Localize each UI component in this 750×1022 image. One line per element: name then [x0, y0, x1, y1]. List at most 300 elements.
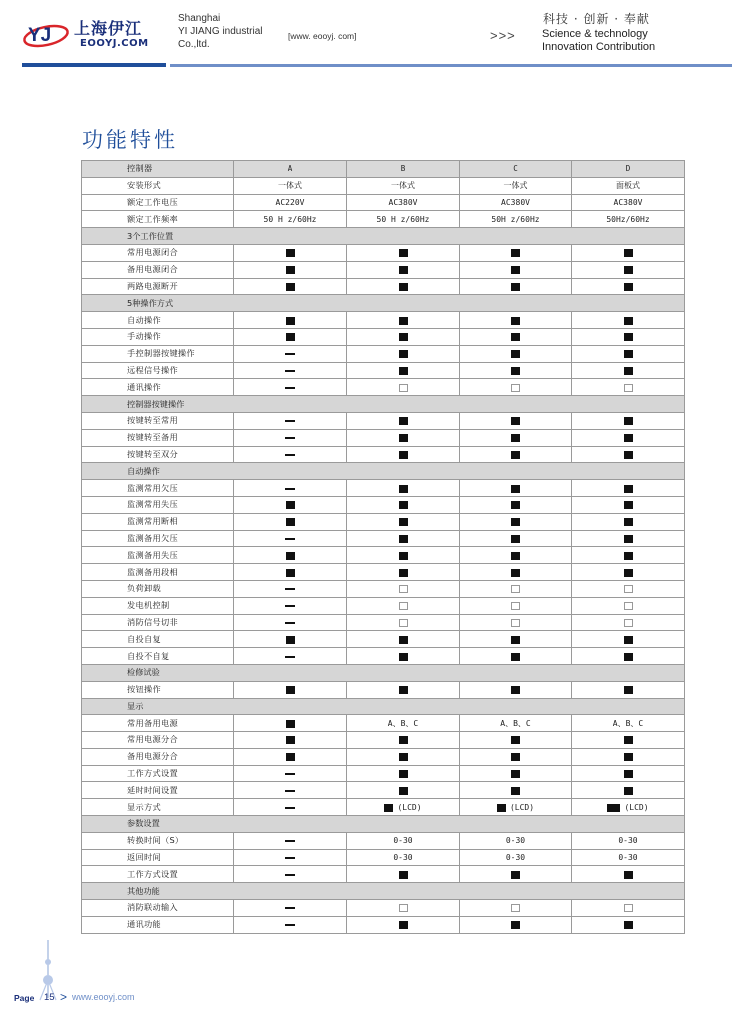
table-cell	[234, 732, 347, 749]
row-label: 发电机控制	[82, 597, 234, 614]
table-row	[82, 614, 685, 631]
table-cell	[460, 748, 572, 765]
group-label: 自动操作	[82, 463, 685, 480]
table-cell	[572, 580, 685, 597]
filled-square-icon	[511, 367, 520, 375]
dash-icon	[285, 454, 295, 456]
table-cell	[347, 648, 460, 665]
group-label: 3个工作位置	[82, 228, 685, 245]
filled-square-icon	[286, 753, 295, 761]
header-arrows: >>>	[490, 28, 516, 43]
table-cell	[347, 782, 460, 799]
table-cell	[572, 194, 685, 211]
table-cell	[234, 480, 347, 497]
filled-square-icon	[399, 535, 408, 543]
table-cell	[347, 765, 460, 782]
filled-square-icon	[624, 283, 633, 291]
cell-text: (LCD)	[397, 802, 422, 812]
table-cell	[572, 648, 685, 665]
filled-square-icon	[511, 569, 520, 577]
row-label: 安装形式	[82, 177, 234, 194]
table-row	[82, 446, 685, 463]
cell-text: 0-30	[393, 836, 413, 846]
filled-square-icon	[399, 501, 408, 509]
dash-icon	[285, 353, 295, 355]
table-cell	[572, 312, 685, 329]
filled-square-icon	[624, 451, 633, 459]
filled-square-icon	[511, 485, 520, 493]
open-square-icon	[511, 904, 520, 912]
filled-square-icon	[399, 569, 408, 577]
table-cell	[572, 748, 685, 765]
header-website: [www. eooyj. com]	[288, 31, 357, 41]
table-cell	[234, 530, 347, 547]
table-cell	[460, 832, 572, 849]
dash-icon	[285, 437, 295, 439]
filled-square-icon	[624, 485, 633, 493]
table-cell	[234, 177, 347, 194]
row-label: 两路电源断开	[82, 278, 234, 295]
filled-square-icon	[399, 249, 408, 257]
filled-square-icon	[286, 317, 295, 325]
table-cell	[234, 261, 347, 278]
filled-square-icon	[399, 921, 408, 929]
dash-icon	[285, 840, 295, 842]
table-cell	[460, 547, 572, 564]
filled-square-icon	[607, 804, 620, 812]
cell-text: 一体式	[278, 181, 302, 191]
open-square-icon	[624, 619, 633, 627]
filled-square-icon	[511, 266, 520, 274]
filled-square-icon	[511, 434, 520, 442]
dash-icon	[285, 807, 295, 809]
row-label: 额定工作电压	[82, 194, 234, 211]
table-cell	[347, 530, 460, 547]
table-cell	[234, 681, 347, 698]
table-row	[82, 496, 685, 513]
table-cell	[460, 732, 572, 749]
header-cell-controller: 控制器	[82, 161, 234, 178]
table-cell	[460, 782, 572, 799]
table-cell	[234, 866, 347, 883]
table-cell	[347, 261, 460, 278]
table-cell	[234, 513, 347, 530]
filled-square-icon	[286, 518, 295, 526]
open-square-icon	[624, 384, 633, 392]
table-row	[82, 312, 685, 329]
table-cell	[347, 278, 460, 295]
dash-icon	[285, 605, 295, 607]
open-square-icon	[399, 619, 408, 627]
table-cell	[460, 177, 572, 194]
filled-square-icon	[399, 451, 408, 459]
open-square-icon	[399, 904, 408, 912]
company-line-2: YI JIANG industrial	[178, 26, 263, 37]
table-cell	[572, 480, 685, 497]
company-line-1: Shanghai	[178, 13, 221, 24]
row-label: 工作方式设置	[82, 866, 234, 883]
dash-icon	[285, 387, 295, 389]
table-cell	[347, 900, 460, 917]
table-cell	[347, 480, 460, 497]
table-row	[82, 211, 685, 228]
table-row	[82, 194, 685, 211]
filled-square-icon	[511, 535, 520, 543]
table-row	[82, 328, 685, 345]
table-row	[82, 732, 685, 749]
table-cell	[347, 748, 460, 765]
group-label: 检修试验	[82, 664, 685, 681]
table-cell	[572, 379, 685, 396]
table-cell	[572, 782, 685, 799]
table-cell	[572, 900, 685, 917]
table-row	[82, 866, 685, 883]
open-square-icon	[399, 384, 408, 392]
table-cell	[347, 715, 460, 732]
footer-website-link[interactable]: www.eooyj.com	[72, 992, 135, 1002]
table-cell	[572, 362, 685, 379]
table-cell	[460, 412, 572, 429]
dash-icon	[285, 420, 295, 422]
table-group-row	[82, 463, 685, 480]
filled-square-icon	[511, 753, 520, 761]
table-cell	[234, 715, 347, 732]
table-cell	[460, 564, 572, 581]
row-label: 额定工作频率	[82, 211, 234, 228]
table-cell	[460, 429, 572, 446]
table-cell	[234, 748, 347, 765]
table-row	[82, 799, 685, 816]
group-label: 其他功能	[82, 883, 685, 900]
table-cell	[347, 379, 460, 396]
table-cell	[234, 345, 347, 362]
dash-icon	[285, 924, 295, 926]
table-cell	[347, 866, 460, 883]
dash-icon	[285, 907, 295, 909]
dash-icon	[285, 622, 295, 624]
table-cell	[460, 580, 572, 597]
row-label: 显示方式	[82, 799, 234, 816]
table-row	[82, 412, 685, 429]
filled-square-icon	[624, 417, 633, 425]
table-cell	[572, 177, 685, 194]
open-square-icon	[511, 619, 520, 627]
cell-text: AC380V	[388, 197, 418, 207]
filled-square-icon	[286, 249, 295, 257]
table-cell	[572, 799, 685, 816]
table-cell	[460, 614, 572, 631]
table-group-row	[82, 816, 685, 833]
table-cell	[234, 765, 347, 782]
table-cell	[572, 732, 685, 749]
row-label: 监测常用断相	[82, 513, 234, 530]
table-row	[82, 345, 685, 362]
table-cell	[347, 446, 460, 463]
table-cell	[460, 681, 572, 698]
table-cell	[460, 631, 572, 648]
filled-square-icon	[286, 686, 295, 694]
table-row	[82, 429, 685, 446]
table-row	[82, 513, 685, 530]
filled-square-icon	[511, 283, 520, 291]
table-cell	[234, 328, 347, 345]
dash-icon	[285, 857, 295, 859]
page-number: 15	[44, 992, 55, 1003]
filled-square-icon	[286, 720, 295, 728]
table-cell	[572, 832, 685, 849]
table-row	[82, 261, 685, 278]
dash-icon	[285, 874, 295, 876]
cell-text: A、B、C	[387, 718, 419, 728]
filled-square-icon	[399, 736, 408, 744]
filled-square-icon	[624, 535, 633, 543]
filled-square-icon	[624, 569, 633, 577]
table-cell	[234, 631, 347, 648]
table-group-row	[82, 295, 685, 312]
table-cell	[347, 849, 460, 866]
table-group-row	[82, 396, 685, 413]
dash-icon	[285, 656, 295, 658]
filled-square-icon	[511, 249, 520, 257]
filled-square-icon	[286, 283, 295, 291]
row-label: 按钮操作	[82, 681, 234, 698]
table-cell	[347, 429, 460, 446]
table-cell	[347, 916, 460, 933]
table-cell	[234, 648, 347, 665]
filled-square-icon	[497, 804, 506, 812]
table-row	[82, 849, 685, 866]
svg-text:YJ: YJ	[28, 25, 52, 46]
filled-square-icon	[511, 787, 520, 795]
table-cell	[572, 631, 685, 648]
open-square-icon	[624, 904, 633, 912]
header-cell-d: D	[572, 161, 685, 178]
table-cell	[347, 211, 460, 228]
filled-square-icon	[624, 770, 633, 778]
filled-square-icon	[399, 770, 408, 778]
filled-square-icon	[511, 653, 520, 661]
filled-square-icon	[399, 333, 408, 341]
open-square-icon	[511, 585, 520, 593]
row-label: 按键转至备用	[82, 429, 234, 446]
table-cell	[460, 328, 572, 345]
table-row	[82, 900, 685, 917]
table-cell	[347, 244, 460, 261]
filled-square-icon	[624, 686, 633, 694]
cell-text: 50H z/60Hz	[491, 214, 540, 224]
feature-table	[81, 160, 685, 934]
dash-icon	[285, 370, 295, 372]
table-row	[82, 597, 685, 614]
filled-square-icon	[624, 871, 633, 879]
table-cell	[460, 312, 572, 329]
table-cell	[347, 564, 460, 581]
filled-square-icon	[624, 753, 633, 761]
table-cell	[572, 496, 685, 513]
filled-square-icon	[624, 266, 633, 274]
table-cell	[572, 513, 685, 530]
row-label: 返回时间	[82, 849, 234, 866]
table-cell	[460, 900, 572, 917]
table-cell	[460, 799, 572, 816]
table-cell	[234, 614, 347, 631]
table-cell	[572, 278, 685, 295]
filled-square-icon	[624, 921, 633, 929]
cell-text: 0-30	[505, 853, 526, 863]
cell-text: 50 H z/60Hz	[263, 214, 317, 224]
filled-square-icon	[624, 787, 633, 795]
table-cell	[347, 496, 460, 513]
filled-square-icon	[624, 552, 633, 560]
table-cell	[460, 244, 572, 261]
table-row	[82, 916, 685, 933]
table-cell	[234, 547, 347, 564]
filled-square-icon	[624, 736, 633, 744]
table-cell	[572, 328, 685, 345]
row-label: 延时时间设置	[82, 782, 234, 799]
table-cell	[347, 832, 460, 849]
filled-square-icon	[399, 350, 408, 358]
header-cell-a: A	[234, 161, 347, 178]
open-square-icon	[399, 602, 408, 610]
table-row	[82, 177, 685, 194]
filled-square-icon	[511, 871, 520, 879]
table-group-row	[82, 228, 685, 245]
table-cell	[572, 765, 685, 782]
table-cell	[460, 849, 572, 866]
row-label: 按键转至常用	[82, 412, 234, 429]
slogan-english-line-1: Science & technology	[542, 28, 648, 40]
header-cell-c: C	[460, 161, 572, 178]
table-row	[82, 631, 685, 648]
cell-text: 0-30	[393, 853, 413, 863]
filled-square-icon	[511, 501, 520, 509]
table-cell	[572, 412, 685, 429]
cell-text: A、B、C	[500, 718, 531, 728]
row-label: 手动操作	[82, 328, 234, 345]
table-cell	[572, 244, 685, 261]
filled-square-icon	[399, 485, 408, 493]
table-cell	[234, 496, 347, 513]
table-cell	[347, 614, 460, 631]
table-row	[82, 530, 685, 547]
table-cell	[234, 446, 347, 463]
dash-icon	[285, 773, 295, 775]
company-logo	[22, 12, 162, 56]
filled-square-icon	[286, 266, 295, 274]
table-cell	[572, 715, 685, 732]
table-row	[82, 765, 685, 782]
table-cell	[572, 547, 685, 564]
table-cell	[572, 614, 685, 631]
cell-text: AC380V	[613, 197, 643, 207]
table-cell	[347, 597, 460, 614]
row-label: 监测备用欠压	[82, 530, 234, 547]
table-cell	[347, 513, 460, 530]
filled-square-icon	[399, 367, 408, 375]
row-label: 自投不自复	[82, 648, 234, 665]
filled-square-icon	[399, 753, 408, 761]
filled-square-icon	[399, 871, 408, 879]
filled-square-icon	[624, 249, 633, 257]
filled-square-icon	[286, 736, 295, 744]
filled-square-icon	[624, 434, 633, 442]
table-cell	[347, 631, 460, 648]
filled-square-icon	[511, 921, 520, 929]
table-cell	[347, 362, 460, 379]
table-cell	[572, 681, 685, 698]
dash-icon	[285, 588, 295, 590]
table-cell	[234, 278, 347, 295]
row-label: 常用备用电源	[82, 715, 234, 732]
table-header-row	[82, 161, 685, 178]
table-cell	[460, 379, 572, 396]
table-row	[82, 832, 685, 849]
filled-square-icon	[286, 501, 295, 509]
table-group-row	[82, 698, 685, 715]
row-label: 常用电源闭合	[82, 244, 234, 261]
table-cell	[234, 412, 347, 429]
table-cell	[460, 446, 572, 463]
table-cell	[347, 328, 460, 345]
table-cell	[572, 866, 685, 883]
table-cell	[460, 866, 572, 883]
table-cell	[234, 429, 347, 446]
row-label: 工作方式设置	[82, 765, 234, 782]
filled-square-icon	[399, 518, 408, 526]
dash-icon	[285, 790, 295, 792]
cell-text: 一体式	[503, 181, 528, 191]
row-label: 消防联动输入	[82, 900, 234, 917]
filled-square-icon	[624, 350, 633, 358]
table-row	[82, 748, 685, 765]
row-label: 通讯操作	[82, 379, 234, 396]
row-label: 自投自复	[82, 631, 234, 648]
table-cell	[234, 916, 347, 933]
cell-text: 0-30	[618, 853, 638, 863]
cell-text: 50 H z/60Hz	[376, 214, 430, 224]
cell-text: A、B、C	[612, 718, 644, 728]
table-cell	[460, 513, 572, 530]
table-cell	[234, 564, 347, 581]
row-label: 监测备用失压	[82, 547, 234, 564]
row-label: 转换时间（S）	[82, 832, 234, 849]
logo-chinese-name: 上海伊江	[74, 19, 143, 38]
row-label: 常用电源分合	[82, 732, 234, 749]
page-footer	[0, 940, 750, 1022]
table-cell	[460, 648, 572, 665]
company-line-3: Co.,ltd.	[178, 39, 210, 50]
group-label: 显示	[82, 698, 685, 715]
row-label: 消防信号切非	[82, 614, 234, 631]
table-row	[82, 244, 685, 261]
feature-table-body	[82, 161, 685, 934]
row-label: 监测常用失压	[82, 496, 234, 513]
table-cell	[572, 429, 685, 446]
table-cell	[572, 261, 685, 278]
table-cell	[347, 799, 460, 816]
table-cell	[572, 564, 685, 581]
table-cell	[460, 715, 572, 732]
table-cell	[572, 211, 685, 228]
filled-square-icon	[399, 266, 408, 274]
table-cell	[460, 765, 572, 782]
row-label: 通讯功能	[82, 916, 234, 933]
table-cell	[347, 345, 460, 362]
filled-square-icon	[399, 552, 408, 560]
yj-logo-icon	[22, 14, 70, 52]
table-cell	[347, 681, 460, 698]
